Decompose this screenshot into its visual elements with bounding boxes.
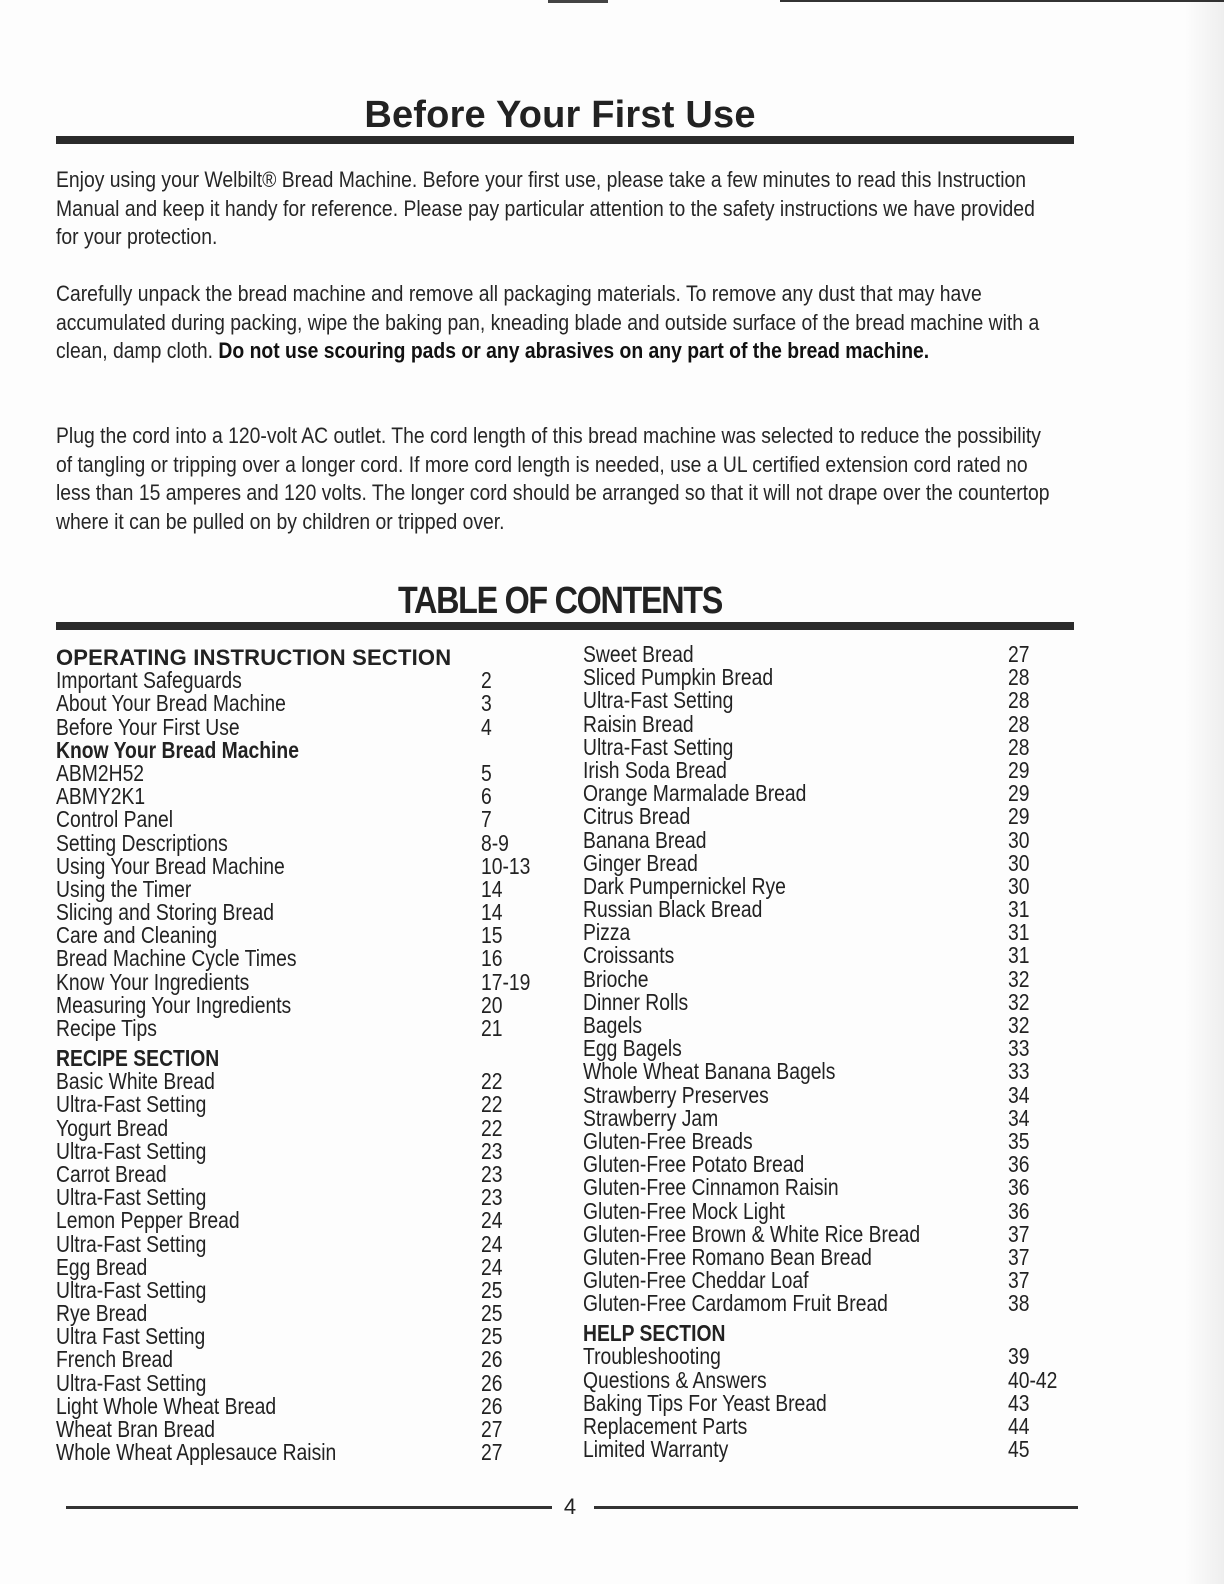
toc-entry-label: Basic White Bread	[56, 1068, 215, 1095]
toc-entry	[583, 733, 1083, 760]
toc-entry	[583, 1292, 1083, 1315]
toc-entry-page: 30	[1008, 826, 1030, 853]
toc-entry-page: 26	[481, 1346, 503, 1373]
toc-entry-label: Before Your First Use	[56, 713, 240, 740]
toc-entry	[583, 710, 1083, 737]
toc-entry-label: Ultra-Fast Setting	[56, 1369, 207, 1396]
toc-entry-label: OPERATING INSTRUCTION SECTION	[56, 645, 452, 670]
toc-entry-label: Wheat Bran Bread	[56, 1416, 215, 1442]
toc-entry-page: 34	[1008, 1104, 1030, 1131]
toc-entry	[583, 1220, 1083, 1247]
toc-entry-page: 45	[1008, 1436, 1030, 1463]
toc-entry-page: 30	[1008, 872, 1030, 899]
toc-entry	[56, 1418, 556, 1441]
toc-entry-label: Gluten-Free Cinnamon Raisin	[583, 1174, 839, 1201]
toc-entry	[56, 1369, 556, 1396]
toc-entry-page: 37	[1008, 1243, 1030, 1270]
toc-entry-page: 31	[1008, 942, 1030, 969]
toc-entry-page: 25	[481, 1300, 503, 1327]
toc-rule	[56, 622, 1074, 630]
toc-entry-label: Slicing and Storing Bread	[56, 899, 275, 926]
toc-entry	[56, 1137, 556, 1164]
toc-entry	[583, 689, 1083, 712]
toc-entry	[583, 1389, 1083, 1416]
toc-entry	[56, 1348, 556, 1371]
toc-entry-page: 28	[1008, 710, 1030, 737]
toc-entry-label: Strawberry Preserves	[583, 1081, 769, 1108]
section-title: Before Your First Use	[364, 94, 756, 136]
toc-entry-label: Ultra-Fast Setting	[583, 687, 734, 714]
toc-entry-page: 43	[1008, 1389, 1030, 1416]
toc-entry	[56, 1276, 556, 1303]
toc-entry-page: 2	[481, 667, 492, 694]
toc-left-column	[56, 646, 556, 1464]
toc-entry-label: Replacement Parts	[583, 1413, 748, 1439]
toc-entry-label: Gluten-Free Brown & White Rice Bread	[583, 1220, 921, 1247]
toc-entry-label: Egg Bagels	[583, 1035, 682, 1062]
toc-entry	[56, 1325, 556, 1348]
toc-entry	[56, 1017, 556, 1040]
toc-entry	[56, 1230, 556, 1257]
toc-entry-label: Ultra Fast Setting	[56, 1323, 206, 1350]
warning-text: Do not use scouring pads or any abrasives on any part of the bread machine.	[218, 338, 930, 363]
toc-entry-label: Ultra-Fast Setting	[56, 1230, 207, 1257]
toc-entry-label: About Your Bread Machine	[56, 690, 286, 717]
toc-entry-page: 32	[1008, 1012, 1030, 1038]
toc-entry	[583, 643, 1083, 666]
toc-section-header	[56, 646, 556, 669]
toc-entry-page: 28	[1008, 664, 1030, 691]
intro-paragraph: Enjoy using your Welbilt® Bread Machine. Before your first use, please take a few minutes to read this Instruction Manual and keep it handy for reference. Please pay particular attention to the safety instructions we have provided for your protection.	[56, 167, 1035, 249]
toc-entry-page: 40-42	[1008, 1366, 1058, 1393]
toc-entry-label: RECIPE SECTION	[56, 1045, 220, 1072]
toc-entry-page: 14	[481, 875, 503, 902]
toc-entry-label: Citrus Bread	[583, 803, 691, 830]
toc-entry-label: Ultra-Fast Setting	[56, 1091, 207, 1118]
toc-entry-label: Whole Wheat Banana Bagels	[583, 1058, 836, 1085]
toc-entry	[583, 1153, 1083, 1176]
toc-entry-page: 23	[481, 1184, 503, 1211]
power-paragraph: Plug the cord into a 120-volt AC outlet. The cord length of this bread machine was selected to reduce the possibility of tangling or tripping over a longer cord. If more cord length is needed, use a UL certified extension cord rated no less than 15 amperes and 120 volts. The longer cord should be arranged so that it will not drape over the countertop where it can be pulled on by children or tripped over.	[56, 423, 1050, 534]
unpack-text: Carefully unpack the bread machine and remove all packaging materials. To remove any dust that may have accumulated during packing, wipe the baking pan, kneading blade and outside surface of the bread machine with a clean, damp cloth.	[56, 281, 1040, 363]
toc-entry	[56, 785, 556, 808]
toc-entry	[56, 1186, 556, 1209]
toc-entry	[56, 924, 556, 947]
toc-section-header	[56, 1040, 556, 1070]
toc-entry-page: 34	[1008, 1081, 1030, 1108]
toc-entry-page: 25	[481, 1323, 503, 1350]
toc-entry-label: Rye Bread	[56, 1300, 148, 1327]
toc-entry-label: Know Your Bread Machine	[56, 736, 299, 763]
toc-entry	[583, 805, 1083, 828]
toc-entry-page: 7	[481, 806, 492, 833]
toc-entry	[56, 829, 556, 856]
toc-entry-page: 15	[481, 922, 503, 949]
toc-entry-page: 33	[1008, 1035, 1030, 1062]
toc-entry-page: 14	[481, 899, 503, 926]
toc-entry-page: 37	[1008, 1267, 1030, 1294]
toc-entry-page: 3	[481, 690, 492, 717]
toc-entry-page: 28	[1008, 733, 1030, 760]
scan-shadow	[1184, 0, 1224, 1584]
toc-entry-page: 36	[1008, 1151, 1030, 1178]
toc-entry-label: Orange Marmalade Bread	[583, 780, 807, 807]
toc-entry-page: 26	[481, 1369, 503, 1396]
scan-mark	[548, 0, 608, 3]
toc-entry-label: Measuring Your Ingredients	[56, 991, 292, 1018]
toc-entry	[583, 756, 1083, 783]
toc-entry	[56, 1441, 556, 1464]
toc-entry-page: 37	[1008, 1220, 1030, 1247]
toc-entry-label: Sweet Bread	[583, 641, 694, 667]
toc-entry-page: 22	[481, 1114, 503, 1141]
toc-title: TABLE OF CONTENTS	[397, 580, 723, 622]
toc-entry-label: Raisin Bread	[583, 710, 694, 737]
toc-entry-label: ABMY2K1	[56, 783, 146, 810]
toc-entry-label: Lemon Pepper Bread	[56, 1207, 240, 1234]
toc-entry	[56, 1392, 556, 1419]
toc-entry-label: Banana Bread	[583, 826, 707, 853]
toc-entry	[583, 1415, 1083, 1438]
toc-section-header	[583, 1315, 1083, 1345]
toc-entry-label: Ultra-Fast Setting	[583, 733, 734, 760]
toc-entry-label: Baking Tips For Yeast Bread	[583, 1389, 827, 1416]
toc-entry-label: Yogurt Bread	[56, 1114, 169, 1141]
toc-entry-page: 38	[1008, 1290, 1030, 1317]
toc-entry-label: Limited Warranty	[583, 1436, 729, 1463]
toc-entry	[583, 898, 1083, 921]
page-number: 4	[563, 1494, 577, 1519]
toc-entry-page: 24	[481, 1207, 503, 1234]
toc-entry-label: Bread Machine Cycle Times	[56, 945, 297, 972]
toc-entry-label: Setting Descriptions	[56, 829, 228, 856]
toc-entry	[583, 1014, 1083, 1037]
toc-entry	[583, 1104, 1083, 1131]
toc-entry-label: Questions & Answers	[583, 1366, 767, 1393]
toc-right-column	[583, 643, 1083, 1461]
toc-entry	[583, 849, 1083, 876]
toc-entry-page: 44	[1008, 1413, 1030, 1439]
toc-entry-label: Dark Pumpernickel Rye	[583, 872, 786, 899]
title-rule	[56, 136, 1074, 144]
toc-entry-label: Whole Wheat Applesauce Raisin	[56, 1439, 337, 1466]
toc-entry	[583, 826, 1083, 853]
toc-entry-page: 29	[1008, 756, 1030, 783]
toc-entry	[56, 1070, 556, 1093]
toc-entry-label: Ultra-Fast Setting	[56, 1137, 207, 1164]
toc-entry	[56, 1253, 556, 1280]
toc-entry-page: 16	[481, 945, 503, 972]
toc-entry-page: 10-13	[481, 852, 531, 879]
toc-entry-page: 39	[1008, 1343, 1030, 1370]
toc-entry	[583, 1081, 1083, 1108]
toc-entry-page: 22	[481, 1091, 503, 1118]
footer-rule-right	[594, 1506, 1078, 1509]
toc-entry-label: Dinner Rolls	[583, 988, 689, 1015]
toc-entry	[583, 1197, 1083, 1224]
toc-entry	[56, 991, 556, 1018]
toc-entry-page: 27	[481, 1416, 503, 1442]
toc-entry-label: Gluten-Free Potato Bread	[583, 1151, 805, 1178]
toc-entry	[583, 666, 1083, 689]
toc-entry	[583, 1037, 1083, 1060]
toc-entry-label: Important Safeguards	[56, 667, 242, 694]
toc-entry-label: Control Panel	[56, 806, 174, 833]
toc-entry	[56, 713, 556, 740]
toc-entry	[56, 692, 556, 715]
toc-entry-page: 5	[481, 759, 492, 786]
toc-entry	[583, 944, 1083, 967]
toc-entry-page: 33	[1008, 1058, 1030, 1085]
toc-entry	[56, 1209, 556, 1232]
toc-entry-label: Light Whole Wheat Bread	[56, 1392, 277, 1419]
toc-entry-page: 4	[481, 713, 492, 740]
toc-entry-label: Carrot Bread	[56, 1160, 167, 1187]
toc-entry	[56, 901, 556, 924]
toc-entry-page: 8-9	[481, 829, 509, 856]
toc-entry-page: 30	[1008, 849, 1030, 876]
toc-entry-label: Bagels	[583, 1012, 643, 1038]
toc-entry	[56, 852, 556, 879]
toc-entry-label: Brioche	[583, 965, 649, 992]
toc-entry-page: 21	[481, 1015, 503, 1041]
toc-entry-label: Troubleshooting	[583, 1343, 721, 1370]
toc-entry-page: 28	[1008, 687, 1030, 714]
toc-entry-page: 27	[481, 1439, 503, 1466]
toc-entry	[56, 808, 556, 831]
toc-entry	[583, 782, 1083, 805]
toc-entry-label: Recipe Tips	[56, 1015, 157, 1041]
toc-entry-label: Using Your Bread Machine	[56, 852, 285, 879]
toc-entry-label: Sliced Pumpkin Bread	[583, 664, 774, 691]
toc-entry-page: 31	[1008, 896, 1030, 923]
toc-entry-page: 36	[1008, 1174, 1030, 1201]
toc-entry-label: Croissants	[583, 942, 675, 969]
toc-entry	[56, 1093, 556, 1116]
toc-entry-label: Irish Soda Bread	[583, 756, 727, 783]
toc-entry-page: 36	[1008, 1197, 1030, 1224]
toc-entry-label: Ultra-Fast Setting	[56, 1276, 207, 1303]
toc-entry-page: 17-19	[481, 968, 531, 995]
toc-entry	[56, 1114, 556, 1141]
toc-entry-label: Ginger Bread	[583, 849, 698, 876]
toc-entry-page: 35	[1008, 1127, 1030, 1154]
toc-entry-label: Strawberry Jam	[583, 1104, 719, 1131]
toc-entry-page: 6	[481, 783, 492, 810]
toc-entry-page: 24	[481, 1230, 503, 1257]
toc-entry	[583, 1366, 1083, 1393]
toc-entry	[56, 669, 556, 692]
toc-entry-label: French Bread	[56, 1346, 174, 1373]
toc-entry-page: 24	[481, 1253, 503, 1280]
toc-entry-label: Gluten-Free Romano Bean Bread	[583, 1243, 872, 1270]
toc-entry	[583, 1243, 1083, 1270]
toc-entry	[583, 1345, 1083, 1368]
toc-entry	[583, 921, 1083, 944]
toc-entry-label: Pizza	[583, 919, 631, 946]
toc-entry-label: Russian Black Bread	[583, 896, 763, 923]
toc-entry-page: 27	[1008, 641, 1030, 667]
toc-entry-page: 25	[481, 1276, 503, 1303]
toc-entry-page: 29	[1008, 803, 1030, 830]
toc-entry-page: 20	[481, 991, 503, 1018]
toc-entry	[583, 872, 1083, 899]
toc-entry-label: Ultra-Fast Setting	[56, 1184, 207, 1211]
toc-entry	[583, 1127, 1083, 1154]
toc-entry-label: Using the Timer	[56, 875, 192, 902]
toc-entry-label: Care and Cleaning	[56, 922, 218, 949]
toc-entry-label: Gluten-Free Mock Light	[583, 1197, 785, 1224]
toc-entry	[56, 759, 556, 786]
toc-entry-page: 32	[1008, 988, 1030, 1015]
toc-entry-page: 29	[1008, 780, 1030, 807]
toc-entry-page: 22	[481, 1068, 503, 1095]
toc-entry	[583, 1176, 1083, 1199]
toc-entry-page: 32	[1008, 965, 1030, 992]
toc-entry-label: Know Your Ingredients	[56, 968, 250, 995]
toc-entry	[56, 947, 556, 970]
toc-entry	[583, 988, 1083, 1015]
toc-entry	[56, 1160, 556, 1187]
unpack-paragraph	[56, 280, 1062, 366]
toc-entry-page: 23	[481, 1137, 503, 1164]
toc-entry-page: 26	[481, 1392, 503, 1419]
toc-section-header	[56, 736, 556, 763]
toc-entry-label: Gluten-Free Cheddar Loaf	[583, 1267, 809, 1294]
toc-entry-label: ABM2H52	[56, 759, 145, 786]
toc-entry	[583, 1060, 1083, 1083]
toc-entry-label: Egg Bread	[56, 1253, 148, 1280]
toc-entry	[56, 968, 556, 995]
toc-entry	[56, 875, 556, 902]
toc-entry-label: Gluten-Free Breads	[583, 1127, 753, 1154]
toc-entry	[56, 1302, 556, 1325]
toc-entry-page: 31	[1008, 919, 1030, 946]
toc-entry-label: Gluten-Free Cardamom Fruit Bread	[583, 1290, 888, 1317]
scan-mark	[780, 0, 1224, 2]
toc-entry	[583, 1438, 1083, 1461]
toc-entry	[583, 1269, 1083, 1292]
toc-entry-label: HELP SECTION	[583, 1320, 726, 1347]
toc-entry-page: 23	[481, 1160, 503, 1187]
toc-entry	[583, 965, 1083, 992]
